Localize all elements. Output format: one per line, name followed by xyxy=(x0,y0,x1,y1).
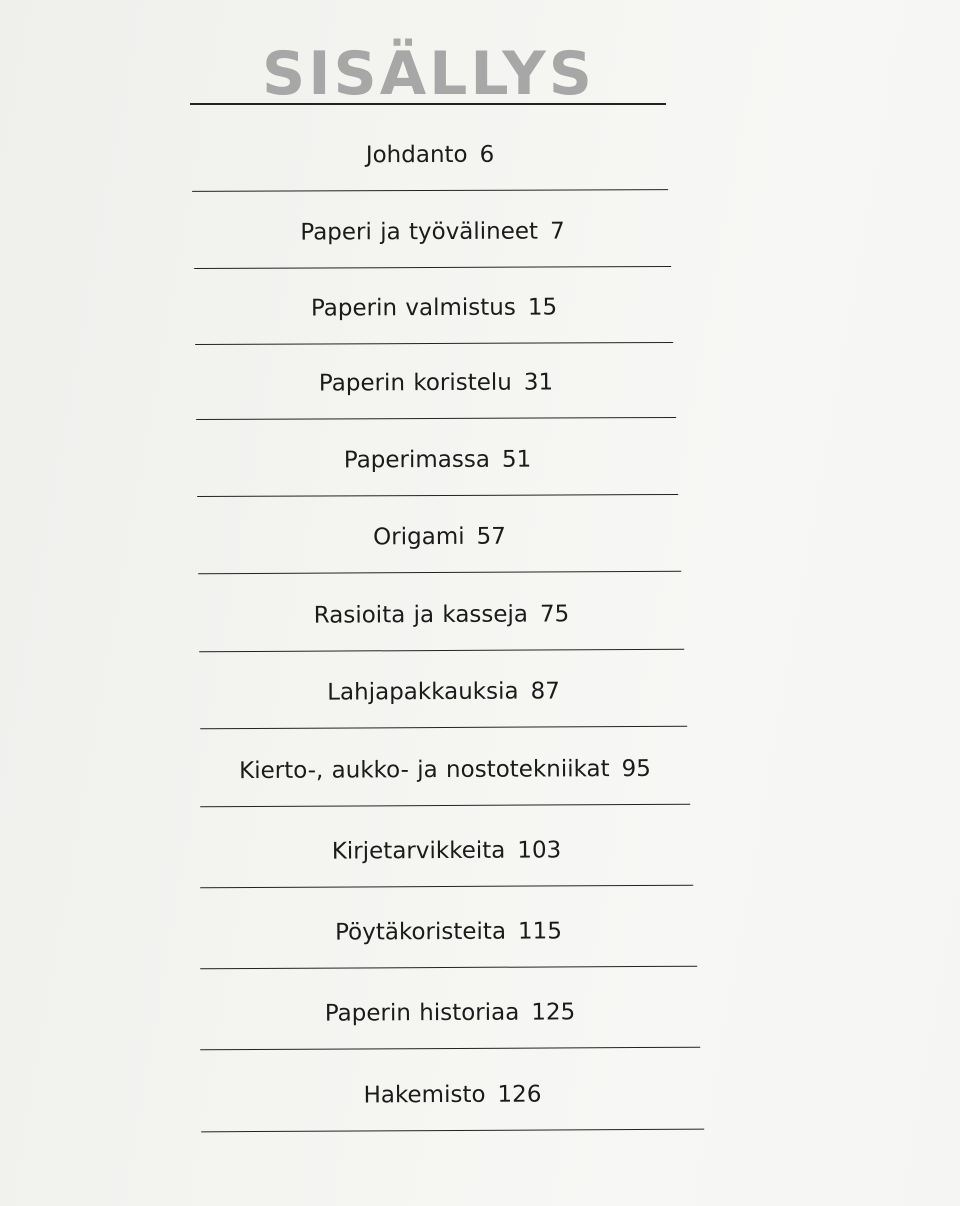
toc-entry-page-number: 15 xyxy=(527,294,558,321)
toc-entry-page-number: 75 xyxy=(539,601,570,628)
toc-entry xyxy=(199,572,684,653)
toc-entry xyxy=(201,1052,704,1133)
toc-entry-page-number: 103 xyxy=(517,837,562,864)
toc-entry-page-number: 51 xyxy=(501,446,532,473)
toc-entry xyxy=(200,808,693,889)
toc-entry xyxy=(197,417,678,497)
toc-entry-page-number: 31 xyxy=(523,369,554,396)
toc-entry-label: Paperin koristelu xyxy=(318,369,512,397)
toc-entry-label: Kierto-, aukko- ja nostotekniikat xyxy=(239,756,610,785)
toc-entry xyxy=(200,970,700,1051)
toc-entry-label: Origami xyxy=(373,523,465,551)
toc-entry-label: Rasioita ja kasseja xyxy=(313,601,529,629)
toc-entry-page-number: 87 xyxy=(530,678,560,705)
toc-entry xyxy=(200,727,690,808)
toc-entry-label: Kirjetarvikkeita xyxy=(331,837,506,865)
title-underline xyxy=(190,103,666,105)
toc-entry-page-number: 126 xyxy=(497,1081,542,1108)
toc-entry xyxy=(198,494,681,575)
page-title: SISÄLLYS xyxy=(262,39,595,109)
toc-entry-page-number: 115 xyxy=(517,918,562,945)
toc-entry-label: Pöytäkoristeita xyxy=(335,918,507,946)
toc-entry-label: Paperin historiaa xyxy=(324,999,520,1027)
toc-entry-label: Lahjapakkauksia xyxy=(327,678,519,706)
toc-entry-page-number: 57 xyxy=(476,523,506,550)
toc-entry-label: Paperin valmistus xyxy=(310,294,516,322)
toc-entry-page-number: 95 xyxy=(621,755,651,783)
toc-entry-page-number: 125 xyxy=(531,999,576,1026)
toc-entry xyxy=(200,889,697,970)
toc-entry-page-number: 6 xyxy=(479,141,495,168)
toc-entry-label: Hakemisto xyxy=(363,1081,486,1109)
toc-entry xyxy=(194,189,671,269)
toc-entry-page-number: 7 xyxy=(549,218,565,245)
toc-entry xyxy=(200,649,687,730)
toc-entry xyxy=(196,340,676,420)
toc-entry-label: Johdanto xyxy=(365,141,468,169)
toc-entry xyxy=(195,265,673,345)
toc-entry-label: Paperi ja työvälineet xyxy=(300,218,539,246)
toc-entry-label: Paperimassa xyxy=(343,446,490,474)
toc-entry xyxy=(192,112,668,192)
